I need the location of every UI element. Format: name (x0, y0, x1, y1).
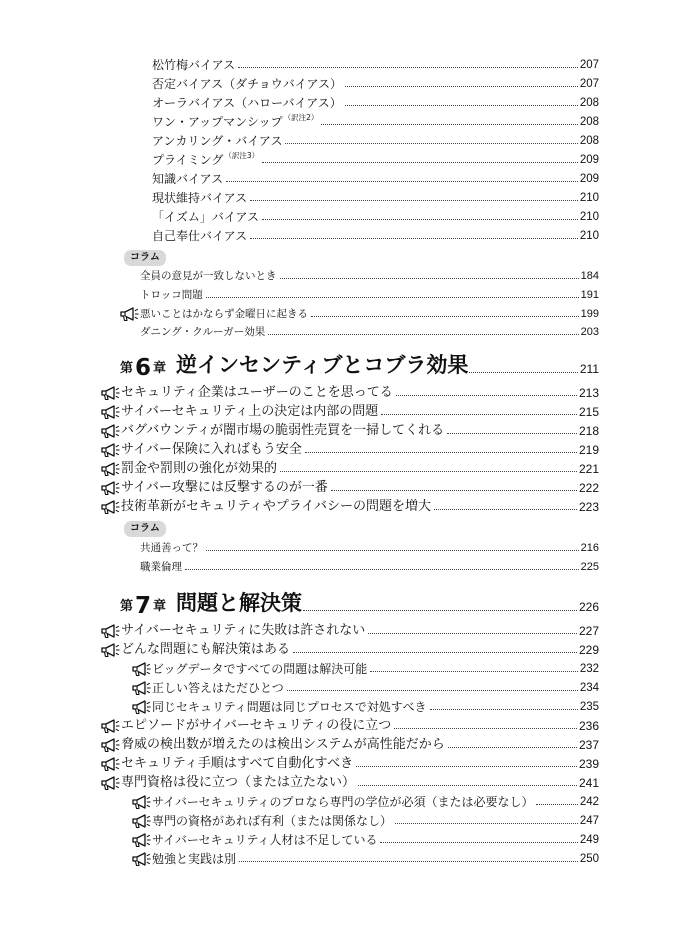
page-number: 250 (579, 853, 599, 865)
dot-leader (356, 766, 577, 767)
entry-title: 専門の資格があれば有利（または関係なし） (152, 814, 393, 828)
chapter-6-heading[interactable] (120, 340, 599, 380)
column-badge: コラム (124, 521, 166, 537)
entry-title: 否定バイアス（ダチョウバイアス） (152, 77, 342, 91)
dot-leader (447, 433, 577, 434)
entry-title: サイバーセキュリティ人材は不足している (152, 833, 378, 847)
chapter-label-post: 章 (153, 361, 167, 376)
dot-leader (293, 652, 577, 653)
toc-entry[interactable] (121, 478, 599, 498)
megaphone-icon (131, 680, 151, 696)
page-number: 208 (579, 116, 599, 128)
page-number: 219 (578, 443, 599, 457)
chapter-title: 問題と解決策 (176, 591, 303, 615)
page-number: 208 (579, 135, 599, 147)
chapter-label-post: 章 (153, 599, 167, 614)
page-number: 213 (578, 386, 599, 400)
dot-leader (448, 747, 577, 748)
column-entry[interactable] (140, 285, 599, 305)
page-number: 223 (578, 500, 599, 514)
dot-leader (536, 804, 577, 805)
dot-leader (185, 569, 579, 570)
dot-leader (303, 610, 577, 611)
toc-entry[interactable] (121, 497, 599, 517)
page-number: 221 (578, 462, 599, 476)
toc-entry[interactable] (152, 55, 599, 75)
chapter-title: 逆インセンティブとコブラ効果 (176, 353, 469, 377)
dot-leader (396, 395, 577, 396)
entry-title: 同じセキュリティ問題は同じプロセスで対処すべき (152, 700, 427, 714)
dot-leader (380, 842, 577, 843)
column-badge: コラム (124, 250, 166, 266)
megaphone-icon (100, 461, 120, 477)
toc-subentry[interactable] (152, 830, 599, 850)
toc-entry[interactable] (121, 754, 599, 774)
dot-leader (262, 219, 578, 220)
entry-title: 共通善って？ (140, 542, 203, 554)
page-number: 216 (580, 542, 599, 554)
toc-entry[interactable] (152, 112, 599, 132)
dot-leader (285, 143, 577, 144)
page-number: 227 (578, 624, 599, 638)
toc-entry[interactable] (121, 735, 599, 755)
dot-leader (430, 709, 578, 710)
dot-leader (262, 162, 578, 163)
entry-title: エピソードがサイバーセキュリティの役に立つ (121, 718, 392, 733)
column-entry[interactable] (140, 266, 599, 286)
entry-title: セキュリティ手順はすべて自動化すべき (121, 756, 354, 771)
dot-leader (250, 238, 578, 239)
page-number: 234 (579, 682, 599, 694)
translator-note: （訳注2） (283, 112, 319, 122)
page-number: 226 (578, 600, 599, 614)
page-number: 241 (578, 776, 599, 790)
chapter-label-pre: 第 (120, 361, 134, 376)
toc-entry[interactable] (152, 131, 599, 151)
dot-leader (331, 490, 577, 491)
entry-title: サイバー攻撃には反撃するのが一番 (121, 480, 328, 495)
dot-leader (345, 86, 578, 87)
megaphone-icon (100, 775, 120, 791)
page-number: 249 (579, 834, 599, 846)
dot-leader (358, 785, 577, 786)
column-entry[interactable] (140, 322, 599, 342)
megaphone-icon (100, 718, 120, 734)
page-number: 242 (579, 796, 599, 808)
entry-title: 専門資格は役に立つ（または立たない） (121, 775, 356, 790)
megaphone-icon (119, 306, 139, 322)
toc-entry[interactable] (152, 169, 599, 189)
dot-leader (250, 200, 578, 201)
page-number: 209 (579, 173, 599, 185)
chapter-7-heading[interactable] (120, 578, 599, 618)
page-number: 191 (580, 289, 599, 301)
page-number: 209 (579, 154, 599, 166)
megaphone-icon (100, 480, 120, 496)
dot-leader (394, 728, 577, 729)
page-number: 207 (579, 78, 599, 90)
toc-subentry[interactable] (152, 659, 599, 679)
toc-entry[interactable] (121, 402, 599, 422)
toc-entry[interactable] (121, 621, 599, 641)
dot-leader (206, 297, 579, 298)
column-entry[interactable] (140, 304, 599, 324)
entry-title: バグバウンティが闇市場の脆弱性売買を一掃してくれる (121, 423, 445, 438)
megaphone-icon (100, 756, 120, 772)
dot-leader (345, 105, 578, 106)
page-number: 236 (578, 719, 599, 733)
toc-entry[interactable] (121, 459, 599, 479)
chapter-number: 6 (135, 355, 152, 381)
toc-entry[interactable] (152, 207, 599, 227)
column-entry[interactable] (140, 557, 599, 577)
page-number: 232 (579, 663, 599, 675)
entry-title: ビッグデータですべての問題は解決可能 (152, 662, 368, 676)
page-number: 247 (579, 815, 599, 827)
dot-leader (238, 67, 578, 68)
megaphone-icon (131, 661, 151, 677)
toc-entry[interactable] (152, 150, 599, 170)
dot-leader (368, 633, 577, 634)
translator-note: （訳注3） (224, 150, 260, 160)
dot-leader (381, 414, 577, 415)
page-number: 210 (579, 211, 599, 223)
entry-title: トロッコ問題 (140, 289, 203, 301)
page-number: 225 (580, 561, 599, 573)
toc-entry[interactable] (152, 188, 599, 208)
dot-leader (311, 316, 579, 317)
page-number: 210 (579, 192, 599, 204)
page-number: 211 (579, 362, 599, 376)
toc-subentry[interactable] (152, 697, 599, 717)
entry-title: 勉強と実践は別 (152, 852, 237, 866)
entry-title: 全員の意見が一致しないとき (140, 270, 277, 282)
page-number: 203 (580, 326, 599, 338)
toc-subentry[interactable] (152, 849, 599, 869)
dot-leader (469, 372, 577, 373)
megaphone-icon (100, 385, 120, 401)
entry-title: 知識バイアス (152, 172, 224, 186)
entry-title: サイバーセキュリティに失敗は許されない (121, 623, 366, 638)
toc-entry[interactable] (121, 773, 599, 793)
megaphone-icon (131, 794, 151, 810)
toc-entry[interactable] (121, 383, 599, 403)
page-number: 207 (579, 59, 599, 71)
entry-title: 現状維持バイアス (152, 191, 248, 205)
dot-leader (206, 550, 579, 551)
chapter-label-pre: 第 (120, 599, 134, 614)
entry-title: 技術革新がセキュリティやプライバシーの問題を増大 (121, 499, 432, 514)
entry-title: サイバー保険に入ればもう安全 (121, 442, 302, 457)
entry-title: サイバーセキュリティのプロなら専門の学位が必須（または必要なし） (152, 795, 534, 809)
entry-title: プライミング (152, 153, 224, 167)
entry-title: 松竹梅バイアス (152, 58, 236, 72)
toc-entry[interactable] (121, 716, 599, 736)
page-number: 235 (579, 701, 599, 713)
toc-subentry[interactable] (152, 678, 599, 698)
page-number: 210 (579, 230, 599, 242)
page-number: 184 (580, 270, 599, 282)
page-number: 239 (578, 757, 599, 771)
entry-title: セキュリティ企業はユーザーのことを思ってる (121, 385, 393, 400)
megaphone-icon (100, 442, 120, 458)
entry-title: ワン・アップマンシップ (152, 115, 283, 129)
toc-subentry[interactable] (152, 792, 599, 812)
dot-leader (239, 861, 578, 862)
megaphone-icon (100, 642, 120, 658)
dot-leader (434, 509, 577, 510)
chapter-number: 7 (135, 593, 152, 619)
dot-leader (226, 181, 578, 182)
page-number: 222 (578, 481, 599, 495)
megaphone-icon (100, 423, 120, 439)
dot-leader (321, 124, 577, 125)
page-number: 208 (579, 97, 599, 109)
column-entry[interactable] (140, 538, 599, 558)
dot-leader (305, 452, 577, 453)
toc-entry[interactable] (121, 421, 599, 441)
page-number: 199 (580, 308, 599, 320)
megaphone-icon (131, 832, 151, 848)
dot-leader (268, 334, 578, 335)
megaphone-icon (131, 699, 151, 715)
entry-title: 悪いことはかならず金曜日に起きる (140, 308, 308, 320)
entry-title: 罰金や罰則の強化が効果的 (121, 461, 278, 476)
page-number: 229 (578, 643, 599, 657)
megaphone-icon (100, 499, 120, 515)
toc-entry[interactable] (121, 440, 599, 460)
dot-leader (287, 690, 578, 691)
page-number: 237 (578, 738, 599, 752)
entry-title: ダニング・クルーガー効果 (140, 326, 266, 338)
toc-entry[interactable] (121, 640, 599, 660)
dot-leader (395, 823, 578, 824)
toc-entry[interactable] (152, 74, 599, 94)
megaphone-icon (131, 813, 151, 829)
dot-leader (280, 278, 579, 279)
megaphone-icon (100, 404, 120, 420)
page-number: 215 (578, 405, 599, 419)
megaphone-icon (100, 623, 120, 639)
page-number: 218 (578, 424, 599, 438)
dot-leader (370, 671, 578, 672)
entry-title: どんな問題にも解決策はある (121, 642, 291, 657)
entry-title: 正しい答えはただひとつ (152, 681, 284, 695)
entry-title: サイバーセキュリティ上の決定は内部の問題 (121, 404, 379, 419)
entry-title: オーラバイアス（ハローバイアス） (152, 96, 342, 110)
megaphone-icon (131, 851, 151, 867)
toc-entry[interactable] (152, 226, 599, 246)
entry-title: 脅威の検出数が増えたのは検出システムが高性能だから (121, 737, 445, 752)
entry-title: 自己奉仕バイアス (152, 229, 248, 243)
toc-subentry[interactable] (152, 811, 599, 831)
entry-title: 「イズム」バイアス (152, 210, 260, 224)
dot-leader (280, 471, 577, 472)
megaphone-icon (100, 737, 120, 753)
toc-entry[interactable] (152, 93, 599, 113)
entry-title: 職業倫理 (140, 561, 182, 573)
entry-title: アンカリング・バイアス (152, 134, 283, 148)
